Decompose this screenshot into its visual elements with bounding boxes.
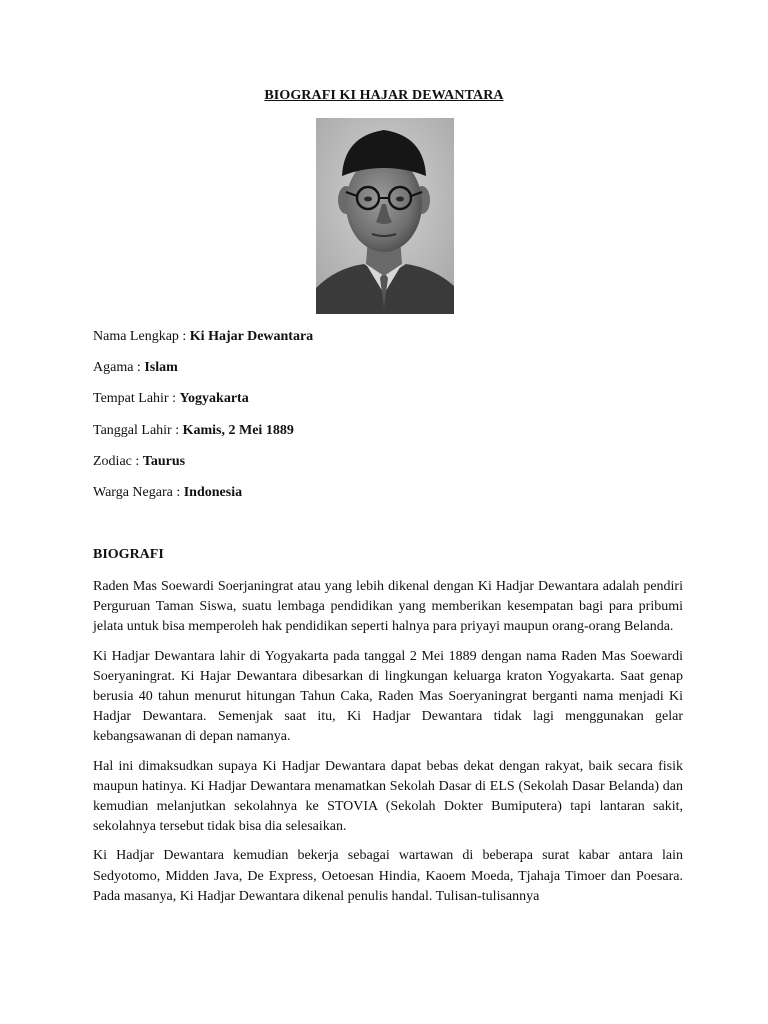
field-birthplace xyxy=(93,390,683,421)
field-label: Nama Lengkap : xyxy=(93,329,190,344)
section-heading: BIOGRAFI xyxy=(93,547,164,562)
portrait-photo xyxy=(316,118,454,314)
paragraph: Ki Hadjar Dewantara kemudian bekerja sebagai wartawan di beberapa surat kabar antara lain Sedyotomo, Midden Java, De Express, Oetoesan Hindia, Kaoem Moeda, Tjahaja Timoer dan Poesara. Pada masanya, Ki Hadjar Dewantara dikenal penulis handal. Tulisan-tulisannya xyxy=(93,848,683,904)
field-value: Islam xyxy=(144,360,178,376)
field-birthdate xyxy=(93,422,683,453)
field-zodiac xyxy=(93,453,683,484)
field-value: Ki Hajar Dewantara xyxy=(189,329,314,344)
field-label: Tanggal Lahir : xyxy=(93,422,183,438)
field-value: Taurus xyxy=(142,453,186,469)
paragraph: Hal ini dimaksudkan supaya Ki Hadjar Dewantara dapat bebas dekat dengan rakyat, baik secara fisik maupun hatinya. Ki Hadjar Dewantara menamatkan Sekolah Dasar di ELS (Sekolah Dasar Belanda) dan kemudian melanjutkan sekolahnya ke STOVIA (Sekolah Dokter Bumiputera) tapi lantaran sakit, sekolahnya tersebut tidak bisa dia selesaikan. xyxy=(93,758,683,835)
field-value: Kamis, 2 Mei 1889 xyxy=(182,422,294,438)
field-citizenship xyxy=(93,484,683,515)
field-label: Warga Negara : xyxy=(93,484,184,500)
field-label: Agama : xyxy=(93,360,145,376)
field-label: Zodiac : xyxy=(93,453,143,469)
field-label: Tempat Lahir : xyxy=(93,391,180,407)
profile-fields xyxy=(93,328,683,515)
paragraph: Ki Hadjar Dewantara lahir di Yogyakarta pada tanggal 2 Mei 1889 dengan nama Raden Mas Soewardi Soeryaningrat. Ki Hajar Dewantara dibesarkan di lingkungan keluarga kraton Yogyakarta. Saat genap berusia 40 tahun menurut hitungan Tahun Caka, Raden Mas Soeryaningrat berganti nama menjadi Ki Hadjar Dewantara. Semenjak saat itu, Ki Hadjar Dewantara tidak lagi menggunakan gelar kebangsawanan di depan namanya. xyxy=(93,648,683,745)
field-religion xyxy=(93,359,683,390)
field-value: Indonesia xyxy=(183,484,243,500)
biography-body xyxy=(93,577,683,916)
field-full-name xyxy=(93,328,683,359)
document-title: BIOGRAFI KI HAJAR DEWANTARA xyxy=(264,88,504,103)
field-value: Yogyakarta xyxy=(179,391,249,407)
paragraph: Raden Mas Soewardi Soerjaningrat atau yang lebih dikenal dengan Ki Hadjar Dewantara adalah pendiri Perguruan Taman Siswa, suatu lembaga pendidikan yang memberikan kesempatan bagi para pribumi jelata untuk bisa memperoleh hak pendidikan seperti halnya para priyayi maupun orang-orang Belanda. xyxy=(93,579,683,635)
